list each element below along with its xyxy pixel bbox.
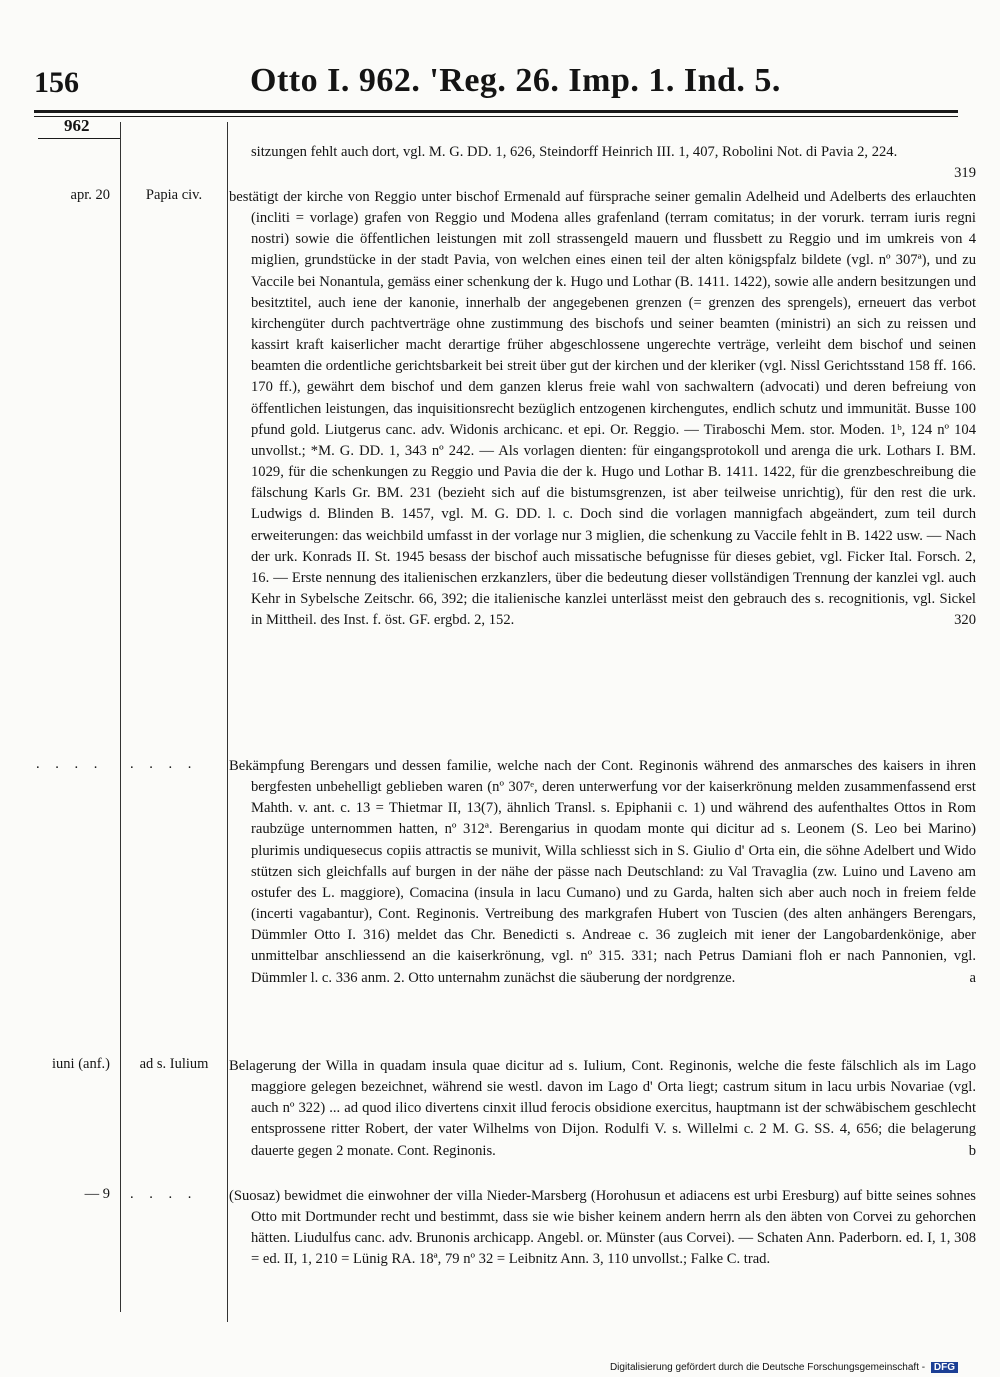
entry-number: 320: [954, 612, 976, 629]
entry-body: (Suosaz) bewidmet die einwohner der villa Nieder-Marsberg (Horohusun et adiacens est urbi Eresburg) auf bitte seines sohnes Otto mit Dortmunder recht und bestimmt, dass sie wie bisher keinem andern herrn als den äbten von Corvei zu gehorchen hätten. Liudulfus canc. adv. Brunonis archicapp. Angebl. or. Münster (aus Corvei). — Schaten Ann. Paderborn. ed. I, 1, 308 = ed. II, 1, 210 = Lünig RA. 18ª, 79 nº 32 = Leibnitz Ann. 3, 110 unvollst.; Falke C. trad.: [229, 1188, 976, 1268]
entry-text: [229, 1056, 976, 1162]
entry-body: sitzungen fehlt auch dort, vgl. M. G. DD. 1, 626, Steindorff Heinrich III. 1, 407, Robolini Not. di Pavia 2, 224.: [251, 144, 898, 160]
page-number: 156: [34, 66, 79, 99]
column-divider-date: [120, 122, 121, 1312]
footer-credit-text: Digitalisierung gefördert durch die Deutsche Forschungsgemeinschaft -: [609, 1362, 926, 1373]
entry-place: Papia civ.: [145, 187, 203, 203]
dfg-logo: DFG: [931, 1362, 958, 1373]
column-divider-place: [227, 122, 228, 1322]
footer-credit: [610, 1362, 958, 1373]
entry-place: ad s. Iulium: [139, 1056, 209, 1072]
entry-body: Bekämpfung Berengars und dessen familie, welche nach der Cont. Reginonis während des anmarsches des kaisers in ihren bergfesten unbehelligt geblieben waren (nº 307ᵉ, deren unterwerfung vor der kaiserkrönung melden zusammenfassend erst Mahth. v. ant. c. 13 = Thietmar II, 13(7), ähnlich Transl. s. Epiphanii c. 1) und während des aufenthaltes Ottos in Rom raubzüge unternommen hatten, nº 312ª. Berengarius in quodam monte qui dicitur ad s. Leonem (S. Leo bei Marino) plurimis undiquesecus copiis attractis se munivit, Willa schliesst sich in S. Giulio d' Orta ein, die söhne Adelbert und Wido stützen sich gleichfalls auf burgen in der nähe der pässe nach Deutschland: zu Val Travaglia (zw. Luino und Laveno am ostufer des L. maggiore), Comacina (insula in lacu Cumano) und zu Garda, halten sich aber auch noch in freiem felde (incerti vagabantur), Cont. Reginonis. Vertreibung des markgrafen Hubert von Tuscien (des alten anhängers Berengars, Dümmler Otto I. 316) meldet das Chr. Benedicti s. Andreae c. 36 zugleich mit iener der Langobardenkönige, aber unmittelbar anschliessend an die kaiserkrönung, vgl. nº 315. 331; nach Petrus Damiani floh er nach Pannonien, vgl. Dümmler l. c. 336 anm. 2. Otto unternahm zunächst die säuberung der nordgrenze.: [229, 758, 976, 986]
entry-date: apr. 20: [70, 187, 110, 203]
entry-number: b: [968, 1142, 976, 1159]
year-label: 962: [64, 116, 90, 135]
entry-place: . . . .: [130, 756, 198, 772]
entry-place: . . . .: [130, 1186, 198, 1202]
header-rule-thin: [34, 116, 958, 117]
running-title: Otto I. 962. 'Reg. 26. Imp. 1. Ind. 5.: [250, 62, 781, 99]
entry-text: [229, 142, 976, 184]
entry-text: [229, 187, 976, 631]
entry-number: 319: [954, 165, 976, 181]
entry-body: bestätigt der kirche von Reggio unter bischof Ermenald auf fürsprache seiner gemalin Adelheid und Adelberts des erlauchten (incliti = vorlage) grafen von Reggio und Modena alles grafenland (terram comitatus; in der vorurk. terram iuris regni nostri) sowie die öffentlichen leistungen mit zoll strassengeld mauern und flussbett zu Reggio und im umkreis von 4 miglien, grundstücke in der stadt Pavia, von welchen eines einen teil der alten königspfalz bildete (vgl. nº 307ª), und zu Vaccile bei Nonantula, gemäss einer schenkung der k. Hugo und Lothar (B. 1411. 1422), sowie alle andern besitzungen und besitztitel, auch iene der kanonie, innerhalb der angegebenen grenzen (= grenzen des sprengels), erneuert das verbot kirchengüter durch pachtverträge ohne zustimmung des bischofs und seiner beamten (ministri) an sich zu reissen und kassirt kraft kaiserlicher macht derartige früher abgeschlossene ungerechte verträge, verleiht dem bischof und seinen beamten die ordentliche gerichtsbarkeit bei streit über gut der kirchen und der kleriker (vgl. Nissl Gerichtsstand 158 ff. 166. 170 ff.), gewährt dem bischof und dem ganzen klerus freie wahl von sachwaltern (advocati) und deren befreiung von öffentlichen leistungen, das inquisitionsrecht bezüglich entzogenen kirchengutes, endlich schutz und immunität. Busse 100 pfund gold. Liutgerus canc. adv. Widonis archicanc. et epi. Or. Reggio. — Tiraboschi Mem. stor. Moden. 1ᵇ, 124 nº 104 unvollst.; *M. G. DD. 1, 343 nº 242. — Als vorlagen dienten: für eingangsprotokoll und arenga die urk. Lothars I. BM. 1029, für die schenkungen zu Reggio und Pavia die der k. Hugo und Lothar B. 1411. 1422, für die grenzbeschreibung die fälschung Karls Gr. BM. 231 (bezieht sich auf die bistumsgrenzen, ist aber teilweise unrichtig), für den rest die urk. Ludwigs d. Blinden B. 1457, vgl. M. G. DD. l. c. Doch sind die vorlagen mannigfach abgeändert, zum teil durch erweiterungen: das weichbild umfasst in der vorlage nur 3 miglien, die schenkung zu Vaccile fehlt in B. 1422 usw. — Nach der urk. Konrads II. St. 1945 besass der bischof auch missatische befugnisse für dieses gebiet, vgl. Ficker Ital. Forsch. 2, 16. — Erste nennung des italienischen erzkanzlers, über die bedeutung dieser vollständigen Trennung der kanzlei vgl. auch Kehr in Sybelsche Zeitschr. 66, 392; die italienische kanzlei unterlässt meist den gebrauch des s. recognitionis, vgl. Sickel in Mittheil. des Inst. f. öst. GF. ergbd. 2, 152.: [229, 189, 976, 629]
entry-date: . . . .: [36, 756, 104, 772]
entry-date: — 9: [84, 1186, 110, 1202]
year-underline: [38, 138, 120, 139]
entry-body: Belagerung der Willa in quadam insula quae dicitur ad s. Iulium, Cont. Reginonis, welche die feste fälschlich als im Lago maggiore gelegen bezeichnet, während sie westl. davon im Lago d' Orta liegt; castrum situm in lacu urbis Novariae (vgl. auch nº 322) ... ad quod ilico divertens cinxit illud ferocis obsidione exercitus, hauptmann ist der schwäbischem geschlecht entsprossene ritter Robert, der vater Wilhelms von Dijon. Rodulfi V. s. Willelmi c. 2 M. G. SS. 4, 656; die belagerung dauerte gegen 2 monate. Cont. Reginonis.: [229, 1058, 976, 1159]
entry-number: a: [969, 969, 976, 986]
entry-text: [229, 1186, 976, 1271]
entry-text: [229, 756, 976, 989]
header-rule: [34, 110, 958, 113]
entry-date: iuni (anf.): [52, 1056, 110, 1072]
